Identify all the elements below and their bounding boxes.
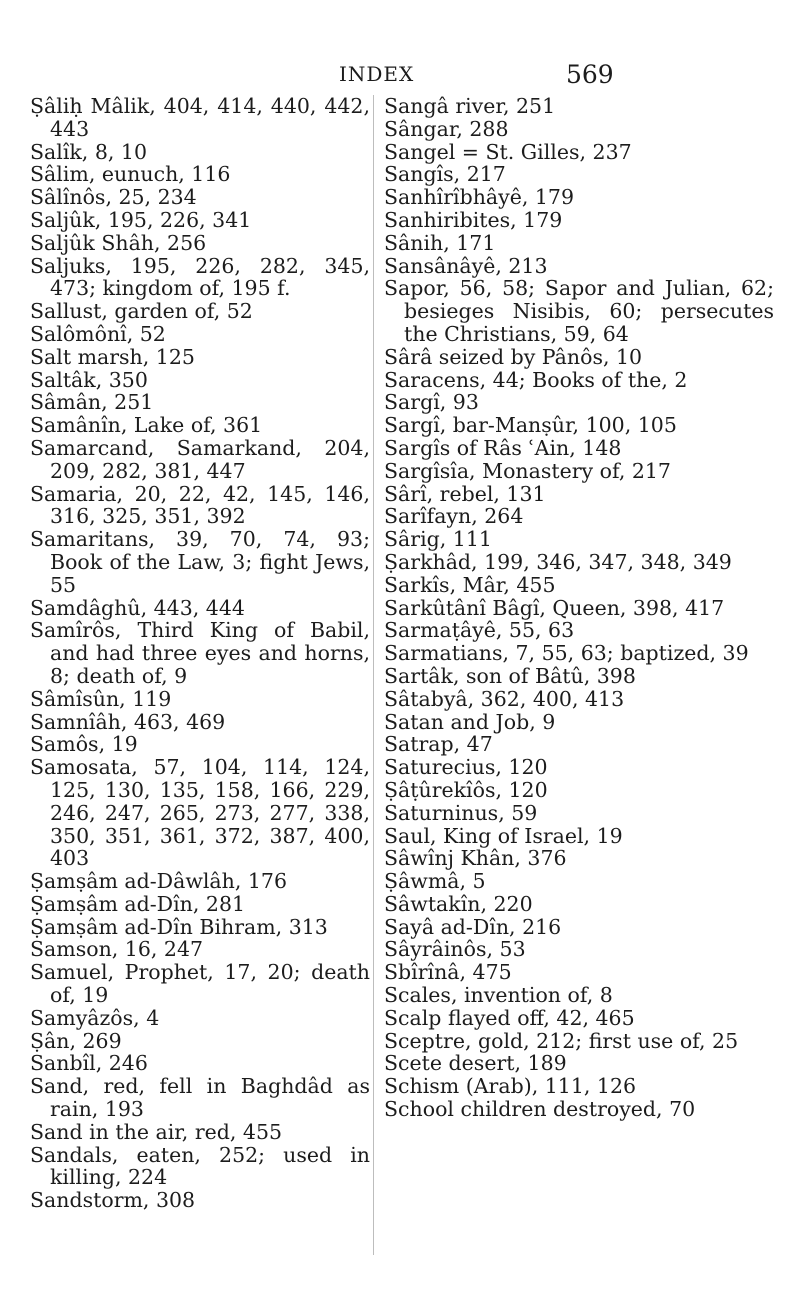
index-entry: Sanbîl, 246 [30,1051,148,1076]
index-entry: Ṣamṣâm ad-Dîn Bihram, 313 [30,914,328,939]
column-divider [373,95,374,1255]
index-entry: Sayâ ad-Dîn, 216 [384,914,562,939]
index-entry: Sâwtakîn, 220 [384,891,533,916]
index-entry: Samôs, 19 [30,732,138,757]
page-number: 569 [566,60,614,89]
index-entry: Scalp flayed off, 42, 465 [384,1005,635,1030]
index-entry: Scete desert, 189 [384,1051,567,1076]
index-entry: Sârig, 111 [384,527,492,552]
index-entry: Sarmaṭâyê, 55, 63 [384,618,575,643]
index-entry: Ṣamṣâm ad-Dîn, 281 [30,891,246,916]
index-entry: Saljûk Shâh, 256 [30,230,207,255]
index-entry: Saljûk, 195, 226, 341 [30,207,252,232]
index-entry: Sâmîsûn, 119 [30,686,172,711]
index-entry: Sargîsîa, Monastery of, 217 [384,458,671,483]
index-entry: Samaria, 20, 22, 42, 145, 146, 316, 325, 351, 392 [30,481,370,529]
index-entry: Saturecius, 120 [384,755,548,780]
index-entry: Sânih, 171 [384,230,496,255]
index-entry: Sbîrînâ, 475 [384,960,512,985]
index-entry: Sangel = St. Gilles, 237 [384,139,632,164]
index-entry: Samânîn, Lake of, 361 [30,413,263,438]
index-entry: Sângar, 288 [384,116,509,141]
index-entry: Sandstorm, 308 [30,1188,196,1213]
index-column-left [30,95,370,1212]
index-entry: Sâmân, 251 [30,390,154,415]
index-entry: Sangîs, 217 [384,162,506,187]
index-entry: Ṣân, 269 [30,1028,122,1053]
index-entry: Samaritans, 39, 70, 74, 93; Book of the Law, 3; fight Jews, 55 [30,527,370,597]
index-entry: Sarîfayn, 264 [384,504,524,529]
index-entry: Samson, 16, 247 [30,937,204,962]
index-entry: Saul, King of Israel, 19 [384,823,623,848]
index-entry: Satan and Job, 9 [384,709,556,734]
index-entry: Saljuks, 195, 226, 282, 345, 473; kingdom of, 195 f. [30,253,370,301]
index-entry: Sarmatians, 7, 55, 63; baptized, 39 [384,641,749,666]
index-entry: Sargî, 93 [384,390,479,415]
index-entry: Sartâk, son of Bâtû, 398 [384,663,636,688]
index-entry: Ṣarkhâd, 199, 346, 347, 348, 349 [384,549,732,574]
index-entry: School children destroyed, 70 [384,1097,696,1122]
running-head: INDEX [339,62,415,86]
index-entry: Sâyrâinôs, 53 [384,937,526,962]
index-entry: Sargîs of Râs ʿAin, 148 [384,435,622,460]
index-entry: Sarkûtânî Bâgî, Queen, 398, 417 [384,595,725,620]
index-entry: Sansânâyê, 213 [384,253,548,278]
index-entry: Salômônî, 52 [30,321,166,346]
index-entry: Ṣamṣâm ad-Dâwlâh, 176 [30,869,288,894]
index-entry: Sarkîs, Mâr, 455 [384,572,556,597]
index-column-right [384,95,774,1121]
index-entry: Sâlim, eunuch, 116 [30,162,231,187]
index-entry: Sanhîrîbhâyê, 179 [384,185,575,210]
index-entry: Sand, red, fell in Baghdâd as rain, 193 [30,1074,370,1122]
index-entry: Samdâghû, 443, 444 [30,595,245,620]
index-entry: Sârî, rebel, 131 [384,481,546,506]
index-entry: Samîrôs, Third King of Babil, and had three eyes and horns, 8; death of, 9 [30,618,370,688]
index-entry: Sand in the air, red, 455 [30,1119,283,1144]
index-entry: Samarcand, Samarkand, 204, 209, 282, 381, 447 [30,435,370,483]
index-entry: Samuel, Prophet, 17, 20; death of, 19 [30,960,370,1008]
index-entry: Sceptre, gold, 212; first use of, 25 [384,1028,739,1053]
index-entry: Sargî, bar-Manṣûr, 100, 105 [384,413,677,438]
index-entry: Sâlînôs, 25, 234 [30,185,197,210]
index-entry: Saturninus, 59 [384,800,538,825]
index-entry: Saracens, 44; Books of the, 2 [384,367,688,392]
index-entry: Salîk, 8, 10 [30,139,147,164]
index-entry: Scales, invention of, 8 [384,983,613,1008]
index-entry: Schism (Arab), 111, 126 [384,1074,637,1099]
index-entry: Sâtabyâ, 362, 400, 413 [384,686,625,711]
index-entry: Sapor, 56, 58; Sapor and Julian, 62; besieges Nisibis, 60; persecutes the Christians, 59, 64 [384,276,774,346]
index-entry: Sangâ river, 251 [384,94,556,118]
index-entry: Ṣâṭûrekîôs, 120 [384,777,548,802]
index-entry: Sallust, garden of, 52 [30,299,253,324]
index-entry: Sandals, eaten, 252; used in killing, 224 [30,1142,370,1190]
index-entry: Samyâzôs, 4 [30,1005,160,1030]
index-entry: Saltâk, 350 [30,367,148,392]
index-entry: Ṣâliḥ Mâlik, 404, 414, 440, 442, 443 [30,94,370,141]
index-entry: Sanhiribites, 179 [384,207,563,232]
index-entry: Samnîâh, 463, 469 [30,709,226,734]
index-entry: Sârâ seized by Pânôs, 10 [384,344,643,369]
index-entry: Samosata, 57, 104, 114, 124, 125, 130, 135, 158, 166, 229, 246, 247, 265, 273, 277, 338, 350, 351, 361, 372, 387, 400, 403 [30,755,370,871]
index-entry: Salt marsh, 125 [30,344,195,369]
index-entry: Ṣâwmâ, 5 [384,869,486,894]
index-entry: Sâwînj Khân, 376 [384,846,567,871]
index-entry: Satrap, 47 [384,732,493,757]
